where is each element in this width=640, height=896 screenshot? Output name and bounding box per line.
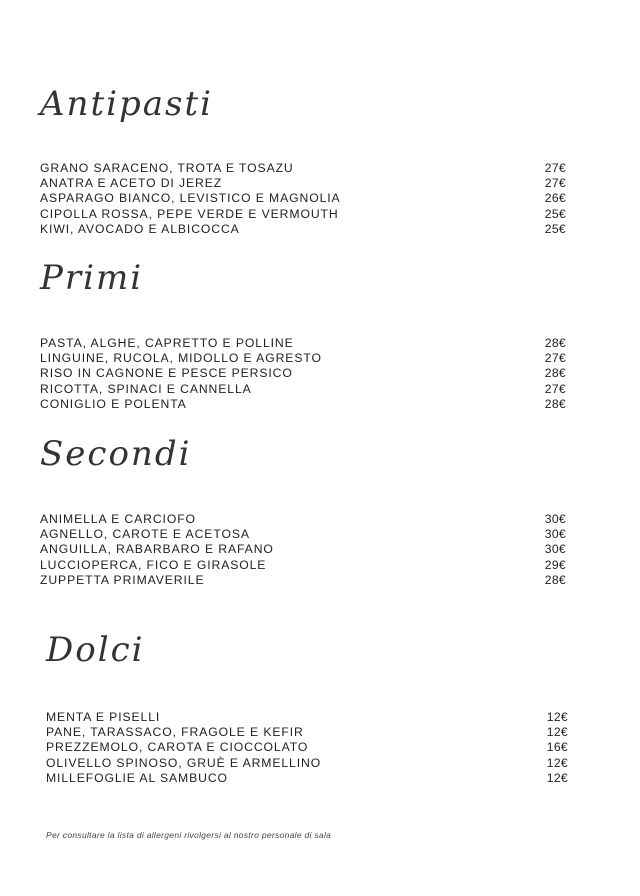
dish-name: RICOTTA, SPINACI E CANNELLA — [40, 381, 252, 396]
dish-price: 12€ — [546, 755, 568, 770]
menu-item — [40, 366, 566, 381]
menu-item — [46, 725, 568, 740]
dish-price: 27€ — [544, 381, 566, 396]
dish-price: 12€ — [546, 770, 568, 785]
dish-name: OLIVELLO SPINOSO, GRUÈ E ARMELLINO — [46, 755, 322, 770]
menu-item — [46, 771, 568, 786]
dish-name: CONIGLIO E POLENTA — [40, 396, 187, 411]
dish-name: MENTA E PISELLI — [46, 710, 161, 724]
dish-name: PREZZEMOLO, CAROTA E CIOCCOLATO — [46, 740, 309, 755]
dish-name: ASPARAGO BIANCO, LEVISTICO E MAGNOLIA — [40, 191, 341, 206]
section-title-antipasti: Antipasti — [40, 84, 214, 124]
dolci-list — [46, 710, 568, 786]
dish-name: CIPOLLA ROSSA, PEPE VERDE E VERMOUTH — [40, 206, 339, 221]
allergen-note: Per consultare la lista di allergeni rivolgersi al nostro personale di sala — [46, 830, 332, 840]
menu-item — [40, 558, 566, 573]
dish-price: 28€ — [544, 366, 566, 381]
dish-price: 30€ — [544, 542, 566, 557]
section-title-secondi: Secondi — [40, 434, 192, 474]
menu-item — [40, 176, 566, 191]
dish-price: 28€ — [544, 336, 566, 350]
dish-name: LUCCIOPERCA, FICO E GIRASOLE — [40, 557, 267, 572]
menu-item — [46, 756, 568, 771]
section-title-primi: Primi — [40, 258, 144, 298]
menu-item — [46, 710, 568, 725]
dish-name: AGNELLO, CAROTE E ACETOSA — [40, 527, 250, 542]
menu-item — [40, 397, 566, 412]
dish-price: 30€ — [544, 527, 566, 542]
dish-name: RISO IN CAGNONE E PESCE PERSICO — [40, 366, 293, 381]
dish-price: 28€ — [544, 572, 566, 587]
dish-name: ANGUILLA, RABARBARO E RAFANO — [40, 542, 274, 557]
menu-item — [40, 382, 566, 397]
dish-price: 27€ — [544, 161, 566, 175]
menu-item — [46, 740, 568, 755]
dish-price: 28€ — [544, 396, 566, 411]
dish-name: PASTA, ALGHE, CAPRETTO E POLLINE — [40, 336, 294, 350]
menu-item — [40, 512, 566, 527]
dish-price: 25€ — [544, 206, 566, 221]
dish-name: GRANO SARACENO, TROTA E TOSAZU — [40, 161, 294, 175]
dish-price: 30€ — [544, 512, 566, 526]
dish-name: LINGUINE, RUCOLA, MIDOLLO E AGRESTO — [40, 351, 322, 366]
dish-name: ZUPPETTA PRIMAVERILE — [40, 572, 205, 587]
menu-item — [40, 351, 566, 366]
dish-price: 12€ — [546, 725, 568, 740]
dish-price: 26€ — [544, 191, 566, 206]
dish-price: 16€ — [546, 740, 568, 755]
dish-name: ANIMELLA E CARCIOFO — [40, 512, 196, 526]
secondi-list — [40, 512, 566, 588]
primi-list — [40, 336, 566, 412]
menu-item — [40, 161, 566, 176]
dish-name: MILLEFOGLIE AL SAMBUCO — [46, 770, 228, 785]
menu-item — [40, 207, 566, 222]
menu-item — [40, 191, 566, 206]
dish-name: KIWI, AVOCADO E ALBICOCCA — [40, 221, 240, 236]
section-title-dolci: Dolci — [46, 630, 145, 670]
dish-price: 27€ — [544, 176, 566, 191]
menu-item — [40, 336, 566, 351]
menu-item — [40, 542, 566, 557]
menu-item — [40, 222, 566, 237]
menu-item — [40, 573, 566, 588]
menu-item — [40, 527, 566, 542]
dish-price: 12€ — [546, 710, 568, 724]
dish-name: ANATRA E ACETO DI JEREZ — [40, 176, 223, 191]
dish-price: 27€ — [544, 351, 566, 366]
dish-price: 29€ — [544, 557, 566, 572]
antipasti-list — [40, 161, 566, 237]
dish-name: PANE, TARASSACO, FRAGOLE E KEFIR — [46, 725, 304, 740]
dish-price: 25€ — [544, 221, 566, 236]
